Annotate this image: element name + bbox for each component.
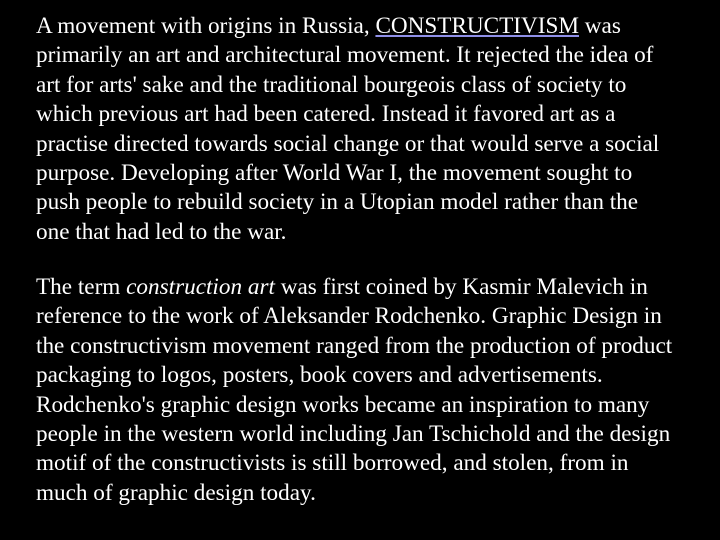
paragraph2-text-before-term: The term [36,274,127,300]
paragraph-construction-art [36,273,676,508]
paragraph2-text-after-term: was first coined by Kasmir Malevich in reference to the work of Aleksander Rodchenko. Graphic Design in the constructivism movement ranged from the production of product packaging to logos, posters, book covers and advertisements. Rodchenko's graphic design works became an inspiration to many people in the western world including Jan Tschichold and the design motif of the constructivists is still borrowed, and stolen, from in much of graphic design today. [36,274,673,506]
paragraph1-text-before-link: A movement with origins in Russia, [36,13,376,39]
construction-art-term: construction art [126,274,275,300]
paragraph-constructivism-intro [36,12,676,247]
paragraph1-text-after-link: was primarily an art and architectural movement. It rejected the idea of art for arts' sake and the traditional bourgeois class of society to which previous art had been catered. Instead it favored art as a practise directed towards social change or that would serve a social purpose. Developing after World War I, the movement sought to push people to rebuild society in a Utopian model rather than the one that had led to the war. [36,13,660,245]
constructivism-link[interactable]: CONSTRUCTIVISM [375,13,579,39]
